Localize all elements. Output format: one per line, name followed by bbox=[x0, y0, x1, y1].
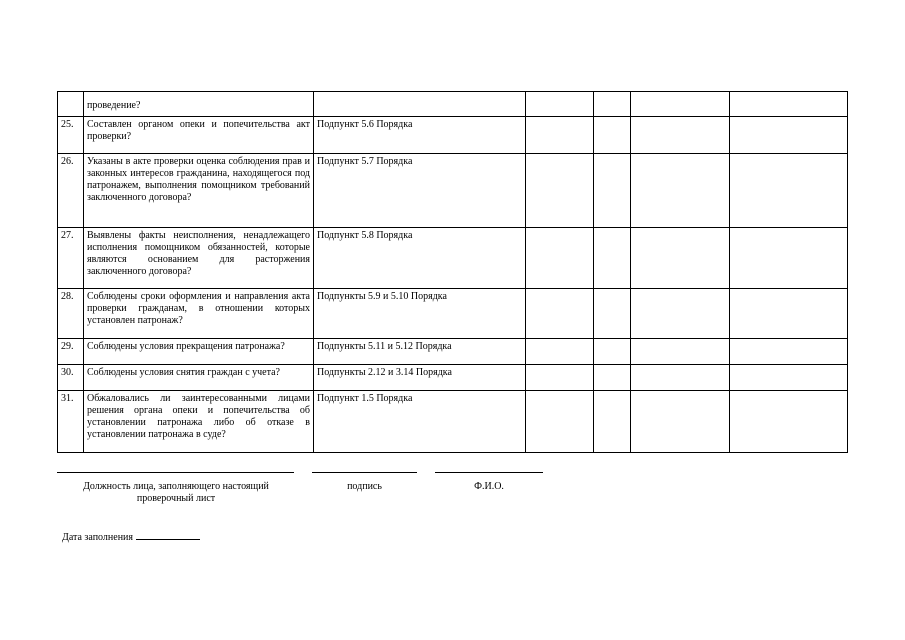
note-cell[interactable] bbox=[730, 339, 848, 365]
answer-yes-cell[interactable] bbox=[526, 289, 594, 339]
answer-no-cell[interactable] bbox=[594, 391, 631, 453]
table-row bbox=[58, 289, 848, 339]
basis-cell bbox=[314, 92, 526, 117]
position-label: Должность лица, заполняющего настоящий проверочный лист bbox=[83, 481, 269, 504]
answer-yes-cell[interactable] bbox=[526, 154, 594, 228]
answer-no-cell[interactable] bbox=[594, 92, 631, 117]
answer-yes-cell[interactable] bbox=[526, 339, 594, 365]
answer-yes-cell[interactable] bbox=[526, 92, 594, 117]
name-label: Ф.И.О. bbox=[474, 481, 504, 492]
question-cell: проведение? bbox=[84, 92, 314, 117]
answer-no-cell[interactable] bbox=[594, 289, 631, 339]
answer-no-cell[interactable] bbox=[594, 339, 631, 365]
answer-na-cell[interactable] bbox=[631, 391, 730, 453]
fill-date bbox=[62, 530, 200, 544]
question-cell: Указаны в акте проверки оценка соблюдения прав и законных интересов гражданина, находящегося под патронажем, выполнения помощником требований заключенного договора? bbox=[84, 154, 314, 228]
answer-na-cell[interactable] bbox=[631, 289, 730, 339]
name-signature-line[interactable] bbox=[435, 472, 543, 473]
table-row bbox=[58, 228, 848, 289]
basis-cell: Подпункты 2.12 и 3.14 Порядка bbox=[314, 365, 526, 391]
basis-cell: Подпункт 5.8 Порядка bbox=[314, 228, 526, 289]
table-row bbox=[58, 339, 848, 365]
answer-no-cell[interactable] bbox=[594, 117, 631, 154]
answer-na-cell[interactable] bbox=[631, 228, 730, 289]
answer-na-cell[interactable] bbox=[631, 154, 730, 228]
fill-date-label: Дата заполнения bbox=[62, 532, 133, 543]
answer-na-cell[interactable] bbox=[631, 92, 730, 117]
answer-yes-cell[interactable] bbox=[526, 391, 594, 453]
row-number: 31. bbox=[58, 391, 84, 453]
answer-no-cell[interactable] bbox=[594, 154, 631, 228]
table-row bbox=[58, 92, 848, 117]
basis-cell: Подпункты 5.11 и 5.12 Порядка bbox=[314, 339, 526, 365]
answer-no-cell[interactable] bbox=[594, 365, 631, 391]
answer-na-cell[interactable] bbox=[631, 339, 730, 365]
basis-cell: Подпункт 5.7 Порядка bbox=[314, 154, 526, 228]
fill-date-blank[interactable] bbox=[136, 530, 200, 540]
signature-line[interactable] bbox=[312, 472, 417, 473]
signature-label: подпись bbox=[347, 481, 382, 492]
answer-yes-cell[interactable] bbox=[526, 117, 594, 154]
basis-cell: Подпункт 5.6 Порядка bbox=[314, 117, 526, 154]
basis-cell: Подпункты 5.9 и 5.10 Порядка bbox=[314, 289, 526, 339]
question-cell: Обжаловались ли заинтересованными лицами решения органа опеки и попечительства об установлении патронажа либо об отказе в установлении патронажа в суде? bbox=[84, 391, 314, 453]
question-cell: Соблюдены условия прекращения патронажа? bbox=[84, 339, 314, 365]
row-number: 28. bbox=[58, 289, 84, 339]
answer-yes-cell[interactable] bbox=[526, 228, 594, 289]
question-cell: Выявлены факты неисполнения, ненадлежащего исполнения помощником обязанностей, которые являются основанием для расторжения заключенного договора? bbox=[84, 228, 314, 289]
table-row bbox=[58, 365, 848, 391]
answer-no-cell[interactable] bbox=[594, 228, 631, 289]
row-number: 27. bbox=[58, 228, 84, 289]
row-number: 25. bbox=[58, 117, 84, 154]
note-cell[interactable] bbox=[730, 289, 848, 339]
question-cell: Соблюдены условия снятия граждан с учета? bbox=[84, 365, 314, 391]
table-row bbox=[58, 154, 848, 228]
note-cell[interactable] bbox=[730, 228, 848, 289]
question-cell: Составлен органом опеки и попечительства акт проверки? bbox=[84, 117, 314, 154]
question-cell: Соблюдены сроки оформления и направления акта проверки гражданам, в отношении которых установлен патронаж? bbox=[84, 289, 314, 339]
position-signature-line[interactable] bbox=[57, 472, 294, 473]
basis-cell: Подпункт 1.5 Порядка bbox=[314, 391, 526, 453]
note-cell[interactable] bbox=[730, 391, 848, 453]
answer-yes-cell[interactable] bbox=[526, 365, 594, 391]
answer-na-cell[interactable] bbox=[631, 117, 730, 154]
row-number: 29. bbox=[58, 339, 84, 365]
note-cell[interactable] bbox=[730, 365, 848, 391]
row-number: 30. bbox=[58, 365, 84, 391]
note-cell[interactable] bbox=[730, 117, 848, 154]
note-cell[interactable] bbox=[730, 92, 848, 117]
row-number: 26. bbox=[58, 154, 84, 228]
row-number bbox=[58, 92, 84, 117]
table-row bbox=[58, 391, 848, 453]
checklist-table bbox=[57, 91, 848, 453]
answer-na-cell[interactable] bbox=[631, 365, 730, 391]
note-cell[interactable] bbox=[730, 154, 848, 228]
table-row bbox=[58, 117, 848, 154]
